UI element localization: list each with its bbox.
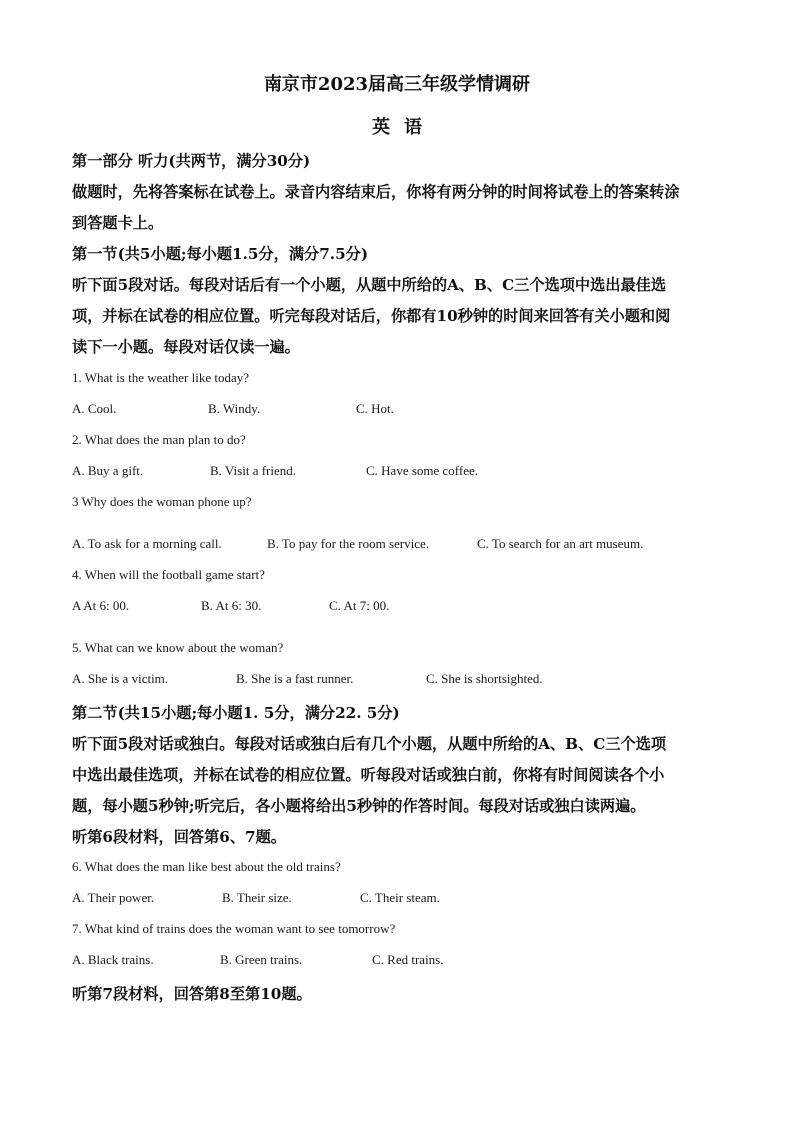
question-1-option-b: B. Windy. <box>208 401 261 416</box>
section1-instruction-line-3: 读下一小题。每段对话仅读一遍。 <box>72 338 300 356</box>
exam-title: 南京市2023届高三年级学情调研 <box>263 74 531 95</box>
section2-instruction-line-3: 题，每小题5秒钟;听完后，各小题将给出5秒钟的作答时间。每段对话或独白读两遍。 <box>72 797 646 815</box>
question-7-option-a: A. Black trains. <box>72 952 154 967</box>
material-7-heading: 听第7段材料，回答第8至第10题。 <box>72 985 312 1003</box>
question-3-option-b: B. To pay for the room service. <box>267 536 430 551</box>
question-5-option-a: A. She is a victim. <box>72 671 169 686</box>
question-1-option-c: C. Hot. <box>356 401 394 416</box>
question-3-option-c: C. To search for an art museum. <box>477 536 644 551</box>
question-5-option-c: C. She is shortsighted. <box>426 671 543 686</box>
section2-heading: 第二节(共15小题;每小题1. 5分，满分22. 5分) <box>72 704 400 722</box>
section1-instruction-line-2: 项，并标在试卷的相应位置。听完每段对话后，你都有10秒钟的时间来回答有关小题和阅 <box>72 307 671 325</box>
question-4-option-a: A At 6: 00. <box>72 598 130 613</box>
question-6-option-c: C. Their steam. <box>360 890 440 905</box>
question-7-option-c: C. Red trains. <box>372 952 444 967</box>
section2-instruction-line-1: 听下面5段对话或独白。每段对话或独白后有几个小题，从题中所给的A、B、C三个选项 <box>72 735 667 753</box>
question-1-option-a: A. Cool. <box>72 401 117 416</box>
part1-intro-line-1: 做题时，先将答案标在试卷上。录音内容结束后，你将有两分钟的时间将试卷上的答案转涂 <box>72 183 680 201</box>
question-7-stem: 7. What kind of trains does the woman want to see tomorrow? <box>72 921 396 936</box>
question-1-stem: 1. What is the weather like today? <box>72 370 250 385</box>
question-2-option-b: B. Visit a friend. <box>210 463 296 478</box>
section1-instruction-line-1: 听下面5段对话。每段对话后有一个小题，从题中所给的A、B、C三个选项中选出最佳选 <box>72 276 667 294</box>
question-4-option-b: B. At 6: 30. <box>201 598 262 613</box>
question-3-option-a: A. To ask for a morning call. <box>72 536 222 551</box>
question-2-option-c: C. Have some coffee. <box>366 463 479 478</box>
part1-intro-line-2: 到答题卡上。 <box>72 214 164 232</box>
question-5-option-b: B. She is a fast runner. <box>236 671 354 686</box>
section2-instruction-line-2: 中选出最佳选项，并标在试卷的相应位置。听每段对话或独白前，你将有时间阅读各个小 <box>72 766 665 784</box>
part1-heading: 第一部分 听力(共两节，满分30分) <box>72 152 311 170</box>
section1-heading: 第一节(共5小题;每小题1.5分，满分7.5分) <box>72 245 369 263</box>
question-5-stem: 5. What can we know about the woman? <box>72 640 284 655</box>
question-3-stem: 3 Why does the woman phone up? <box>72 494 252 509</box>
question-4-stem: 4. When will the football game start? <box>72 567 265 582</box>
question-2-option-a: A. Buy a gift. <box>72 463 144 478</box>
question-6-option-a: A. Their power. <box>72 890 155 905</box>
question-7-option-b: B. Green trains. <box>220 952 303 967</box>
question-6-option-b: B. Their size. <box>222 890 292 905</box>
question-4-option-c: C. At 7: 00. <box>329 598 390 613</box>
question-2-stem: 2. What does the man plan to do? <box>72 432 246 447</box>
subject-title: 英语 <box>372 117 436 138</box>
material-6-heading: 听第6段材料，回答第6、7题。 <box>72 828 286 846</box>
question-6-stem: 6. What does the man like best about the old trains? <box>72 859 341 874</box>
